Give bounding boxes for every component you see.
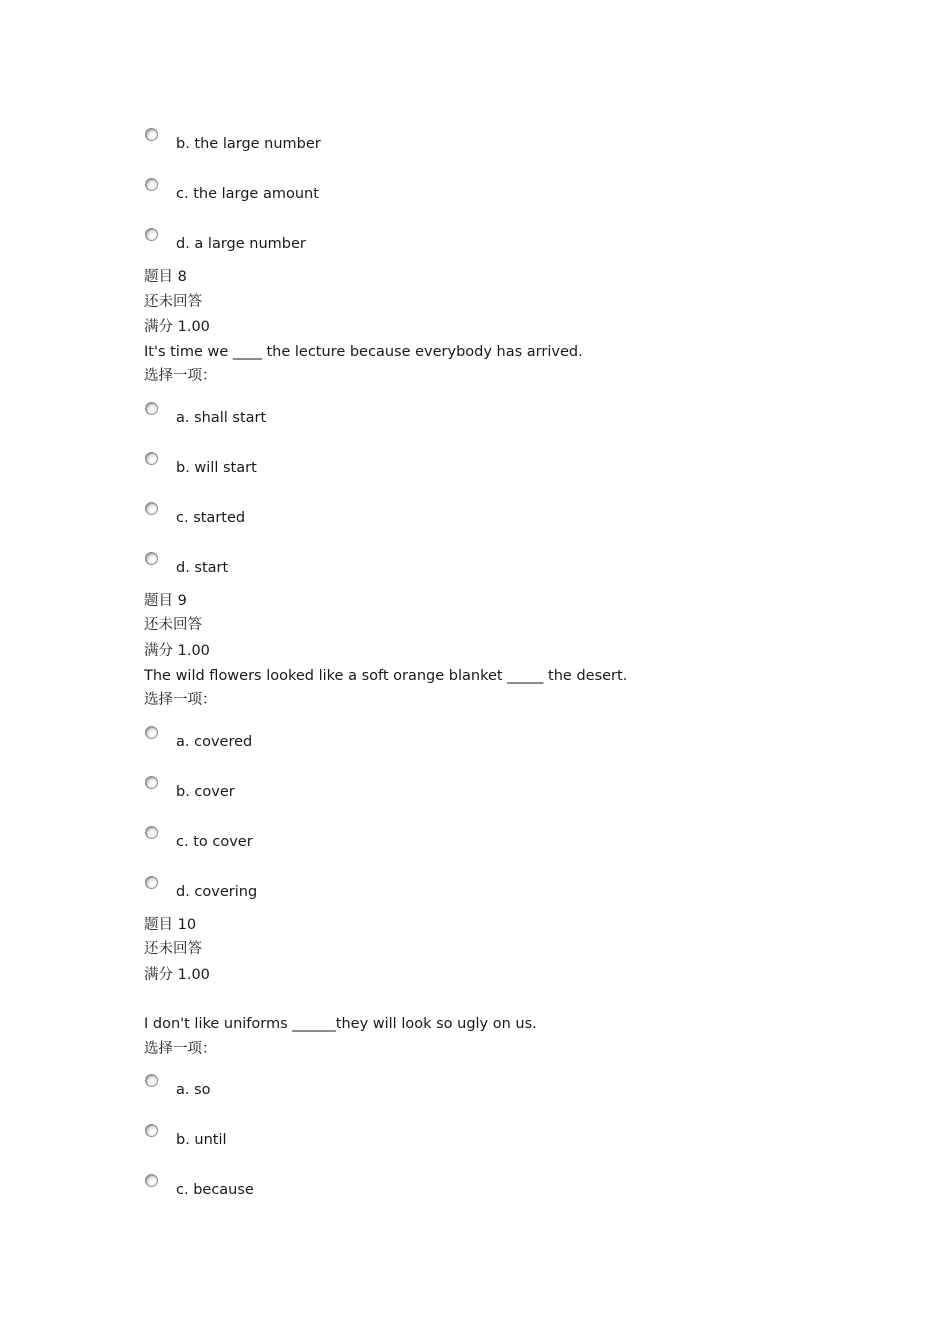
question-prompt: It's time we ____ the lecture because everybody has arrived. <box>144 344 583 360</box>
option-label: c. because <box>176 1182 254 1198</box>
option-radio[interactable] <box>144 178 744 208</box>
option-label: b. will start <box>176 460 257 476</box>
radio-button-icon[interactable] <box>145 726 158 739</box>
option-label: c. the large amount <box>176 186 319 202</box>
question-title: 题目 10 <box>144 917 197 933</box>
option-radio[interactable] <box>144 776 744 806</box>
radio-button-icon[interactable] <box>145 826 158 839</box>
radio-button-icon[interactable] <box>145 776 158 789</box>
option-radio[interactable] <box>144 1074 744 1104</box>
option-radio[interactable] <box>144 402 744 432</box>
option-label: d. covering <box>176 884 258 900</box>
option-radio[interactable] <box>144 726 744 756</box>
question-title: 题目 8 <box>144 269 187 285</box>
option-label: b. the large number <box>176 136 321 152</box>
option-label: b. cover <box>176 784 235 800</box>
option-radio[interactable] <box>144 552 744 582</box>
question-score: 满分 1.00 <box>144 319 210 335</box>
radio-button-icon[interactable] <box>145 228 158 241</box>
radio-button-icon[interactable] <box>145 1174 158 1187</box>
option-label: a. shall start <box>176 410 267 426</box>
question-prompt: The wild flowers looked like a soft orange blanket _____ the desert. <box>144 668 628 684</box>
option-radio[interactable] <box>144 1174 744 1204</box>
option-radio[interactable] <box>144 826 744 856</box>
option-radio[interactable] <box>144 228 744 258</box>
question-instruction: 选择一项： <box>144 1041 217 1057</box>
option-radio[interactable] <box>144 128 744 158</box>
question-status: 还未回答 <box>144 941 202 957</box>
option-label: d. a large number <box>176 236 306 252</box>
option-label: d. start <box>176 560 229 576</box>
question-instruction: 选择一项： <box>144 692 217 708</box>
option-radio[interactable] <box>144 876 744 906</box>
option-radio[interactable] <box>144 502 744 532</box>
radio-button-icon[interactable] <box>145 402 158 415</box>
option-radio[interactable] <box>144 1124 744 1154</box>
question-instruction: 选择一项： <box>144 368 217 384</box>
option-label: b. until <box>176 1132 227 1148</box>
option-label: c. started <box>176 510 246 526</box>
option-label: a. covered <box>176 734 253 750</box>
option-label: c. to cover <box>176 834 253 850</box>
radio-button-icon[interactable] <box>145 876 158 889</box>
question-score: 满分 1.00 <box>144 643 210 659</box>
question-status: 还未回答 <box>144 617 202 633</box>
question-score: 满分 1.00 <box>144 967 210 983</box>
radio-button-icon[interactable] <box>145 552 158 565</box>
option-radio[interactable] <box>144 452 744 482</box>
option-label: a. so <box>176 1082 211 1098</box>
radio-button-icon[interactable] <box>145 178 158 191</box>
radio-button-icon[interactable] <box>145 1074 158 1087</box>
question-status: 还未回答 <box>144 294 202 310</box>
radio-button-icon[interactable] <box>145 1124 158 1137</box>
radio-button-icon[interactable] <box>145 502 158 515</box>
question-prompt: I don't like uniforms ______they will look so ugly on us. <box>144 1016 537 1032</box>
radio-button-icon[interactable] <box>145 452 158 465</box>
radio-button-icon[interactable] <box>145 128 158 141</box>
question-title: 题目 9 <box>144 593 187 609</box>
